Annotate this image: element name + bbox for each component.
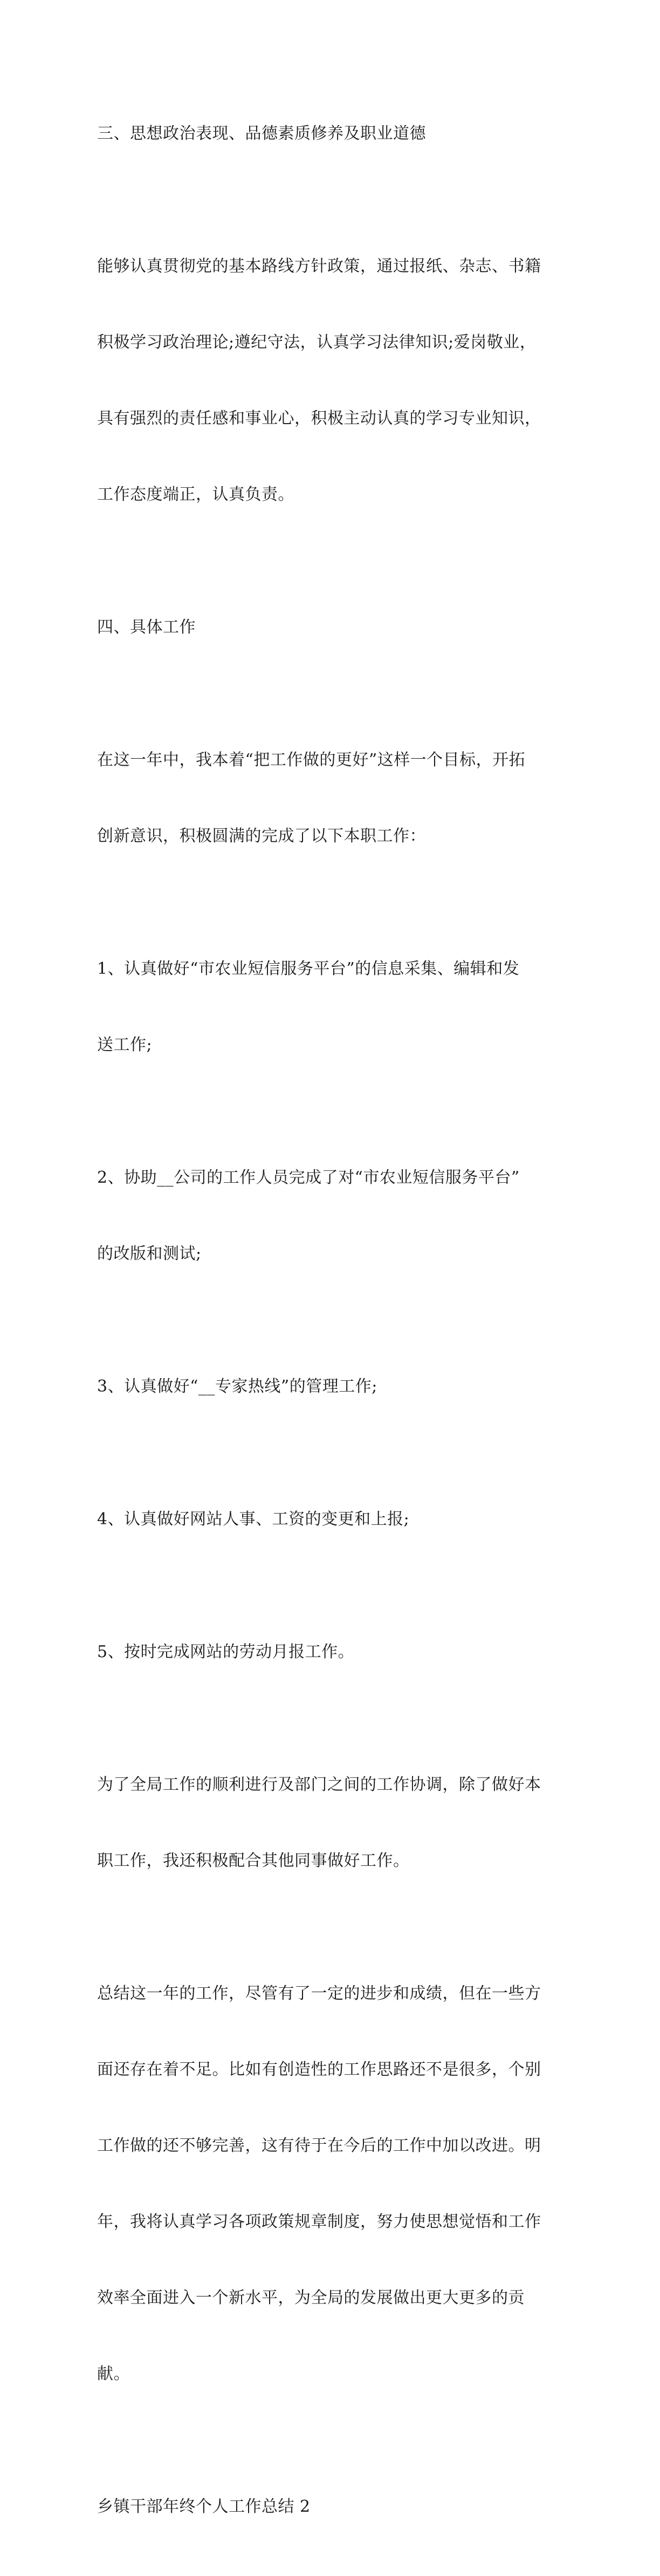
text-line: 年，我将认真学习各项政策规章制度，努力使思想觉悟和工作 — [97, 2212, 541, 2231]
list-item-5 — [97, 1589, 561, 1715]
text-line: 献。 — [97, 2364, 130, 2383]
section-heading-3 — [97, 70, 561, 197]
paragraph-summary — [97, 1930, 561, 2437]
next-document-title — [97, 2443, 561, 2570]
paragraph-intro-work — [97, 697, 561, 899]
text-line: 职工作，我还积极配合其他同事做好工作。 — [97, 1851, 410, 1870]
text-line: 四、具体工作 — [97, 618, 196, 637]
text-line: 具有强烈的责任感和事业心，积极主动认真的学习专业知识， — [97, 409, 541, 428]
text-line: 为了全局工作的顺利进行及部门之间的工作协调，除了做好本 — [97, 1775, 541, 1794]
text-line: 创新意识，积极圆满的完成了以下本职工作： — [97, 827, 426, 846]
text-line: 三、思想政治表现、品德素质修养及职业道德 — [97, 124, 426, 143]
section-heading-4 — [97, 564, 561, 691]
text-line: 4、认真做好网站人事、工资的变更和上报; — [97, 1510, 410, 1529]
list-item-1 — [97, 905, 561, 1108]
text-line: 的改版和测试; — [97, 1244, 202, 1263]
text-line: 能够认真贯彻党的基本路线方针政策，通过报纸、杂志、书籍 — [97, 257, 541, 276]
text-line: 3、认真做好“__专家热线”的管理工作; — [97, 1377, 377, 1396]
text-line: 积极学习政治理论;遵纪守法，认真学习法律知识;爱岗敬业， — [97, 333, 537, 352]
list-item-3 — [97, 1323, 561, 1450]
text-line: 工作做的还不够完善，这有待于在今后的工作中加以改进。明 — [97, 2136, 541, 2155]
paragraph-political — [97, 203, 561, 558]
paragraph-coordination — [97, 1721, 561, 1924]
text-line: 面还存在着不足。比如有创造性的工作思路还不是很多，个别 — [97, 2060, 541, 2079]
text-line: 效率全面进入一个新水平，为全局的发展做出更大更多的贡 — [97, 2288, 525, 2307]
text-line: 2、协助__公司的工作人员完成了对“市农业短信服务平台” — [97, 1168, 520, 1187]
list-item-2 — [97, 1114, 561, 1317]
text-line: 工作态度端正，认真负责。 — [97, 485, 294, 504]
list-item-4 — [97, 1456, 561, 1583]
text-line: 1、认真做好“市农业短信服务平台”的信息采集、编辑和发 — [97, 959, 520, 978]
text-line: 5、按时完成网站的劳动月报工作。 — [97, 1643, 355, 1661]
text-line: 送工作; — [97, 1035, 153, 1054]
text-line: 总结这一年的工作，尽管有了一定的进步和成绩，但在一些方 — [97, 1984, 541, 2003]
text-line: 乡镇干部年终个人工作总结 2 — [97, 2497, 311, 2516]
document-body — [97, 70, 561, 2576]
text-line: 在这一年中，我本着“把工作做的更好”这样一个目标，开拓 — [97, 751, 526, 769]
